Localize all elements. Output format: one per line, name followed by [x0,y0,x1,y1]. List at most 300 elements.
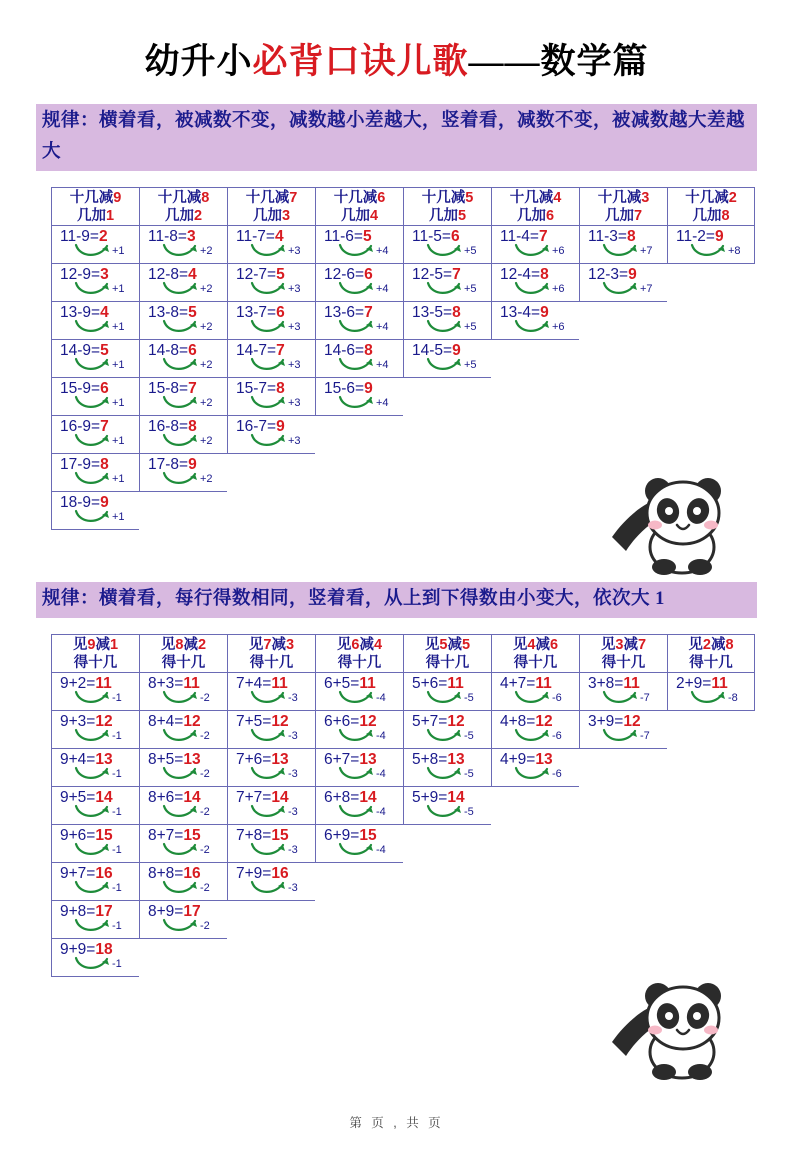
equation-answer: 13 [183,751,201,768]
table-column [51,634,139,977]
equation-delta: -1 [112,692,122,704]
equation-delta: -3 [288,692,298,704]
equation-cell [140,787,227,825]
equation-expression: 9+6= [60,827,96,844]
equation-expression: 5+6= [412,675,448,692]
column-header: 见7减3 得十几 [228,635,315,673]
table-column [139,187,227,492]
equation-answer: 9 [714,228,724,245]
equation-delta: -3 [288,730,298,742]
equation-cell [404,711,491,749]
equation-answer: 8 [540,266,549,283]
equation-cell [228,749,315,787]
equation-delta: +8 [728,245,741,257]
equation-expression: 8+3= [148,675,184,692]
panda-illustration-bottom [600,964,735,1084]
equation-answer: 14 [183,789,201,806]
equation-cell [228,340,315,378]
equation-delta: +2 [200,397,213,409]
equation-cell [140,416,227,454]
equation-expression: 11-6= [324,228,363,245]
title-part-2: 必背口诀儿歌 [252,42,469,81]
equation-answer: 7 [276,342,285,359]
equation-answer: 15 [271,827,289,844]
equation-answer: 9 [364,380,373,397]
equation-answer: 9 [100,494,109,511]
equation-answer: 14 [271,789,289,806]
equation-expression: 13-6= [324,304,365,321]
equation-answer: 17 [95,903,113,920]
equation-cell [228,673,315,711]
equation-cell [492,302,579,340]
equation-answer: 7 [538,228,548,245]
equation-cell [140,226,227,264]
equation-cell [140,454,227,492]
equation-cell [52,454,139,492]
rule-banner-1: 规律：横着看，被减数不变，减数越小差越大，竖着看，减数不变，被减数越大差越大 [36,104,757,171]
equation-delta: +1 [112,245,125,257]
equation-delta: +4 [376,245,389,257]
equation-expression: 11-8= [148,228,187,245]
equation-answer: 13 [359,751,377,768]
column-header: 十几减2 几加8 [668,188,754,226]
equation-cell [52,378,139,416]
equation-answer: 16 [95,865,113,882]
equation-expression: 9+5= [60,789,96,806]
equation-answer: 6 [100,380,109,397]
equation-expression: 12-4= [500,266,541,283]
addition-table [51,634,793,977]
equation-expression: 11-4= [500,228,539,245]
column-header: 十几减3 几加7 [580,188,667,226]
equation-answer: 16 [271,865,289,882]
equation-expression: 4+9= [500,751,536,768]
equation-answer: 11 [447,675,464,692]
equation-cell [140,825,227,863]
equation-delta: +3 [288,245,301,257]
equation-delta: +4 [376,359,389,371]
equation-delta: -4 [376,692,386,704]
equation-expression: 17-8= [148,456,189,473]
equation-cell [316,226,403,264]
equation-expression: 15-9= [60,380,101,397]
equation-expression: 14-9= [60,342,101,359]
equation-cell [580,673,667,711]
equation-delta: -4 [376,806,386,818]
equation-cell [228,226,315,264]
equation-answer: 13 [95,751,113,768]
title-part-3: ——数学篇 [468,42,649,81]
equation-delta: +1 [112,511,125,523]
equation-delta: -2 [200,920,210,932]
equation-expression: 7+4= [236,675,272,692]
equation-cell [316,825,403,863]
equation-expression: 6+8= [324,789,360,806]
equation-answer: 13 [447,751,465,768]
equation-expression: 5+8= [412,751,448,768]
table-column [579,634,667,749]
panda-illustration-top [600,459,735,579]
equation-expression: 13-5= [412,304,453,321]
equation-delta: -2 [200,806,210,818]
equation-answer: 8 [100,456,109,473]
equation-delta: +3 [288,359,301,371]
equation-delta: -2 [200,730,210,742]
equation-answer: 11 [95,675,112,692]
table-column [579,187,667,302]
equation-delta: -3 [288,882,298,894]
column-header: 见3减7 得十几 [580,635,667,673]
column-header: 十几减9 几加1 [52,188,139,226]
equation-delta: +6 [552,283,565,295]
equation-delta: +3 [288,321,301,333]
column-header: 见9减1 得十几 [52,635,139,673]
equation-cell [52,787,139,825]
equation-answer: 5 [188,304,197,321]
equation-expression: 11-3= [588,228,627,245]
title-part-1: 幼升小 [144,42,253,81]
equation-expression: 13-7= [236,304,277,321]
equation-delta: +1 [112,397,125,409]
equation-expression: 17-9= [60,456,101,473]
equation-answer: 4 [100,304,109,321]
equation-answer: 5 [276,266,285,283]
worksheet-page [0,34,793,1155]
equation-cell [404,749,491,787]
equation-delta: -4 [376,768,386,780]
equation-expression: 18-9= [60,494,101,511]
equation-cell [316,749,403,787]
equation-answer: 4 [274,228,284,245]
equation-answer: 14 [359,789,377,806]
equation-answer: 8 [626,228,636,245]
equation-expression: 4+8= [500,713,536,730]
equation-cell [228,416,315,454]
equation-delta: -7 [640,692,650,704]
equation-expression: 16-9= [60,418,101,435]
equation-cell [140,302,227,340]
equation-delta: -2 [200,844,210,856]
equation-answer: 15 [95,827,113,844]
equation-expression: 11-7= [236,228,275,245]
equation-cell [52,825,139,863]
equation-answer: 11 [271,675,288,692]
equation-cell [52,863,139,901]
equation-cell [668,226,754,264]
equation-delta: -1 [112,920,122,932]
column-header: 见6减4 得十几 [316,635,403,673]
equation-expression: 15-8= [148,380,189,397]
equation-delta: -7 [640,730,650,742]
equation-answer: 12 [535,713,553,730]
equation-cell [52,901,139,939]
equation-answer: 11 [623,675,640,692]
equation-delta: +5 [464,283,477,295]
equation-answer: 9 [452,342,461,359]
table-column [315,187,403,416]
equation-delta: -5 [464,730,474,742]
equation-delta: -3 [288,806,298,818]
equation-cell [492,749,579,787]
table-column [491,634,579,787]
equation-expression: 7+8= [236,827,272,844]
equation-cell [140,711,227,749]
equation-cell [52,939,139,977]
equation-expression: 7+9= [236,865,272,882]
equation-expression: 13-4= [500,304,541,321]
equation-cell [52,226,139,264]
equation-expression: 6+5= [324,675,360,692]
equation-expression: 9+2= [60,675,96,692]
equation-answer: 9 [628,266,637,283]
equation-cell [228,264,315,302]
equation-answer: 7 [364,304,373,321]
equation-delta: -3 [288,768,298,780]
equation-answer: 12 [271,713,289,730]
equation-expression: 6+6= [324,713,360,730]
column-header: 见5减5 得十几 [404,635,491,673]
equation-cell [580,226,667,264]
equation-cell [52,711,139,749]
equation-answer: 12 [623,713,641,730]
equation-answer: 13 [535,751,553,768]
rule-banner-2: 规律：横着看，每行得数相同，竖着看，从上到下得数由小变大，依次大 1 [36,582,757,618]
equation-delta: -3 [288,844,298,856]
equation-answer: 6 [364,266,373,283]
equation-cell [316,302,403,340]
equation-expression: 16-7= [236,418,277,435]
equation-cell [316,711,403,749]
equation-answer: 8 [276,380,285,397]
equation-delta: +2 [200,359,213,371]
equation-cell [140,673,227,711]
equation-answer: 5 [362,228,372,245]
equation-cell [52,492,139,530]
equation-answer: 7 [452,266,461,283]
equation-delta: -6 [552,730,562,742]
equation-expression: 13-9= [60,304,101,321]
equation-answer: 9 [188,456,197,473]
equation-cell [228,711,315,749]
table-column [51,187,139,530]
equation-delta: +2 [200,321,213,333]
equation-answer: 11 [711,675,728,692]
equation-delta: +6 [552,321,565,333]
table-column [667,187,755,264]
equation-answer: 12 [95,713,113,730]
equation-delta: +2 [200,245,213,257]
equation-cell [140,264,227,302]
column-header: 见8减2 得十几 [140,635,227,673]
equation-cell [316,264,403,302]
equation-answer: 11 [359,675,376,692]
equation-answer: 5 [100,342,109,359]
equation-cell [316,378,403,416]
equation-delta: +4 [376,321,389,333]
equation-delta: -5 [464,806,474,818]
equation-cell [140,863,227,901]
equation-expression: 12-3= [588,266,629,283]
equation-answer: 14 [95,789,113,806]
equation-delta: +6 [552,245,565,257]
equation-answer: 8 [188,418,197,435]
table-column [227,187,315,454]
equation-answer: 12 [447,713,465,730]
equation-answer: 3 [186,228,196,245]
equation-answer: 16 [183,865,201,882]
column-header: 十几减7 几加3 [228,188,315,226]
equation-cell [228,378,315,416]
column-header: 见4减6 得十几 [492,635,579,673]
equation-answer: 6 [188,342,197,359]
equation-delta: -1 [112,768,122,780]
equation-expression: 11-5= [412,228,451,245]
equation-answer: 2 [98,228,108,245]
equation-cell [228,825,315,863]
equation-delta: -4 [376,844,386,856]
equation-cell [140,749,227,787]
equation-delta: -1 [112,844,122,856]
equation-cell [52,416,139,454]
equation-delta: +7 [640,245,653,257]
equation-cell [140,340,227,378]
equation-cell [404,787,491,825]
equation-answer: 14 [447,789,465,806]
equation-expression: 11-2= [676,228,715,245]
equation-expression: 15-7= [236,380,277,397]
equation-answer: 11 [183,675,200,692]
table-column [403,187,491,378]
equation-delta: -2 [200,768,210,780]
equation-expression: 9+3= [60,713,96,730]
equation-expression: 5+7= [412,713,448,730]
equation-delta: +4 [376,283,389,295]
equation-delta: -5 [464,692,474,704]
equation-cell [52,340,139,378]
equation-answer: 15 [183,827,201,844]
equation-delta: +4 [376,397,389,409]
equation-answer: 8 [452,304,461,321]
equation-cell [52,673,139,711]
equation-delta: -1 [112,958,122,970]
table-column [227,634,315,901]
equation-cell [404,226,491,264]
equation-cell [580,711,667,749]
equation-cell [492,673,579,711]
table-column [491,187,579,340]
equation-expression: 9+9= [60,941,96,958]
column-header: 十几减4 几加6 [492,188,579,226]
page-footer: 第 页 , 共 页 [349,1116,444,1130]
equation-expression: 3+9= [588,713,624,730]
equation-delta: +2 [200,473,213,485]
equation-answer: 6 [450,228,460,245]
equation-cell [140,901,227,939]
table-column [315,634,403,863]
equation-expression: 7+6= [236,751,272,768]
equation-expression: 12-5= [412,266,453,283]
equation-delta: +1 [112,473,125,485]
equation-cell [316,673,403,711]
equation-answer: 7 [100,418,109,435]
equation-answer: 9 [276,418,285,435]
equation-expression: 12-6= [324,266,365,283]
equation-delta: +3 [288,283,301,295]
equation-answer: 3 [100,266,109,283]
equation-cell [52,264,139,302]
equation-answer: 4 [188,266,197,283]
equation-expression: 11-9= [60,228,99,245]
table-column [403,634,491,825]
equation-expression: 4+7= [500,675,536,692]
equation-expression: 16-8= [148,418,189,435]
table-columns [51,634,793,977]
column-header: 十几减5 几加5 [404,188,491,226]
equation-expression: 8+6= [148,789,184,806]
equation-expression: 6+7= [324,751,360,768]
equation-cell [404,673,491,711]
equation-delta: +1 [112,435,125,447]
equation-delta: +1 [112,321,125,333]
equation-answer: 12 [183,713,201,730]
equation-expression: 12-8= [148,266,189,283]
equation-delta: +2 [200,283,213,295]
equation-delta: -8 [728,692,738,704]
equation-answer: 11 [535,675,552,692]
equation-cell [404,264,491,302]
equation-delta: +3 [288,435,301,447]
equation-expression: 13-8= [148,304,189,321]
equation-expression: 7+7= [236,789,272,806]
equation-cell [228,787,315,825]
equation-answer: 12 [359,713,377,730]
equation-cell [228,302,315,340]
equation-cell [492,264,579,302]
equation-delta: +5 [464,359,477,371]
equation-answer: 7 [188,380,197,397]
equation-delta: +2 [200,435,213,447]
equation-expression: 6+9= [324,827,360,844]
equation-delta: -2 [200,882,210,894]
equation-delta: -6 [552,768,562,780]
equation-cell [228,863,315,901]
equation-cell [404,302,491,340]
equation-expression: 8+9= [148,903,184,920]
equation-delta: +1 [112,359,125,371]
equation-delta: -5 [464,768,474,780]
equation-expression: 8+8= [148,865,184,882]
equation-expression: 12-9= [60,266,101,283]
equation-delta: +1 [112,283,125,295]
equation-delta: +5 [464,321,477,333]
equation-answer: 15 [359,827,377,844]
equation-expression: 9+4= [60,751,96,768]
equation-cell [492,711,579,749]
equation-cell [668,673,754,711]
equation-answer: 6 [276,304,285,321]
equation-expression: 9+7= [60,865,96,882]
equation-cell [580,264,667,302]
equation-expression: 14-5= [412,342,453,359]
equation-delta: -1 [112,882,122,894]
page-title [0,34,793,84]
table-column [667,634,755,711]
equation-expression: 14-8= [148,342,189,359]
equation-expression: 7+5= [236,713,272,730]
equation-answer: 13 [271,751,289,768]
equation-cell [404,340,491,378]
equation-cell [316,340,403,378]
